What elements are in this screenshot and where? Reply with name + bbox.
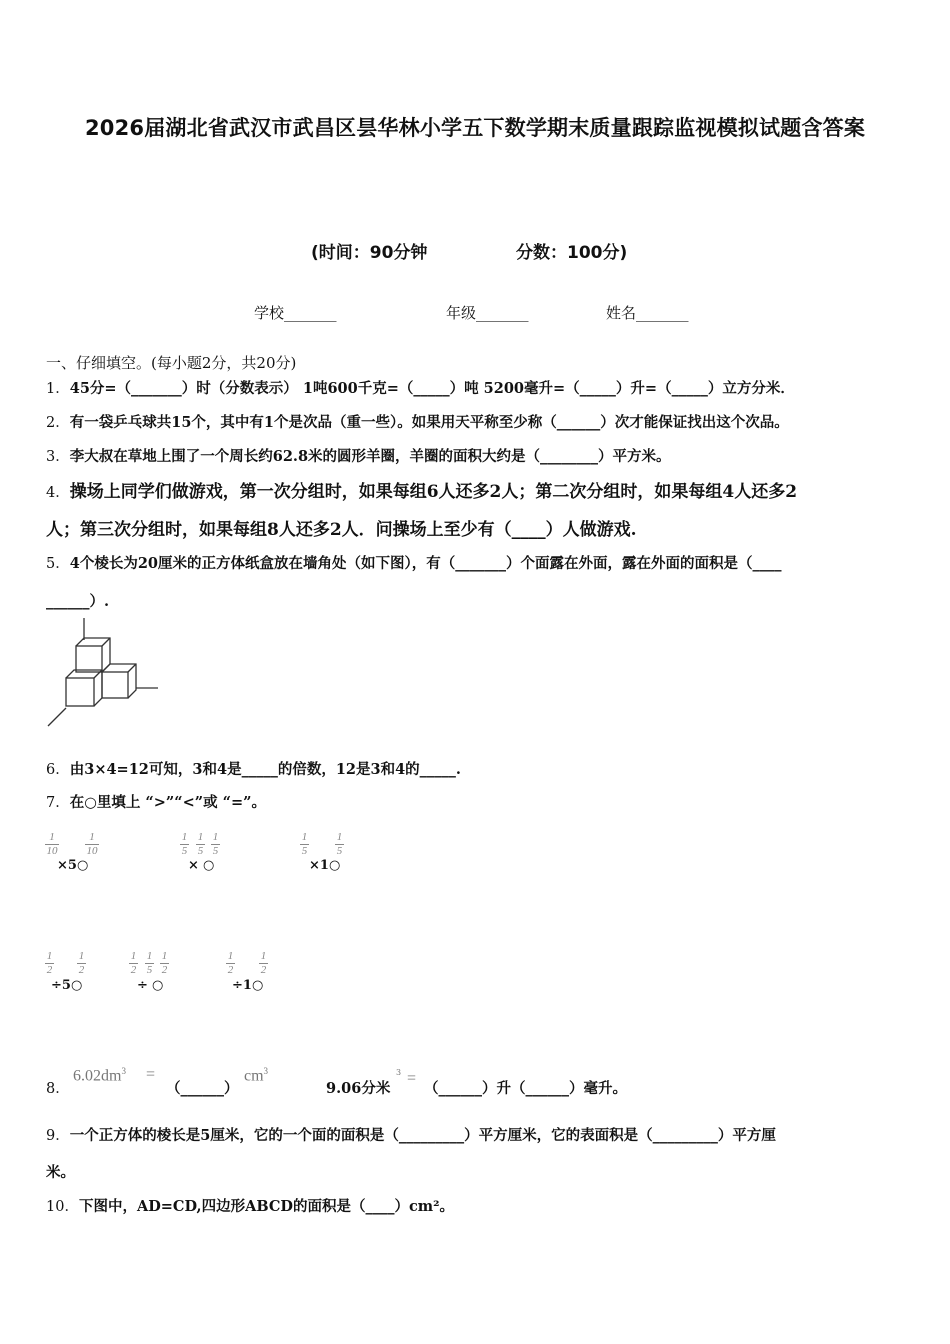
question-number: 1． xyxy=(46,381,70,397)
question-6 xyxy=(46,758,461,779)
fraction: 1 5 xyxy=(146,950,153,976)
grade-field[interactable]: 年级_______ xyxy=(446,304,529,322)
question-text: 李大叔在草地上围了一个周长约62.8米的圆形羊圈，羊圈的面积大约是（________）平方米。 xyxy=(69,448,671,465)
name-field[interactable]: 姓名_______ xyxy=(606,304,689,322)
fraction: 1 2 xyxy=(161,950,168,976)
cube-corner-figure xyxy=(44,616,164,728)
question-4-line-2: 人；第三次分组时，如果每组8人还多2人．问操场上至少有（____）人做游戏. xyxy=(46,520,637,540)
fraction: 1 2 xyxy=(130,950,137,976)
compare-circle[interactable]: ○ xyxy=(203,858,215,873)
equals-sign: = xyxy=(407,1070,417,1087)
operator: ÷ xyxy=(137,978,148,993)
cube xyxy=(102,664,136,698)
operator-circle[interactable]: ×5○ xyxy=(57,858,89,873)
page-title: 2026届湖北省武汉市武昌区昙华林小学五下数学期末质量跟踪监视模拟试题含答案 xyxy=(84,116,866,140)
section-heading: 一、仔细填空。(每小题2分，共20分) xyxy=(46,354,297,372)
question-number: 6． xyxy=(46,762,70,778)
answer-blank[interactable]: （______） xyxy=(166,1080,239,1097)
exponent: 3 xyxy=(396,1068,402,1077)
fraction: 1 10 xyxy=(86,831,98,857)
question-number: 7． xyxy=(46,795,70,811)
fraction: 1 5 xyxy=(212,831,219,857)
fraction: 1 5 xyxy=(301,831,308,857)
question-9-line-2: 米。 xyxy=(46,1164,75,1181)
question-number: 10． xyxy=(46,1199,79,1215)
question-number: 4． xyxy=(46,485,70,501)
unit-cm3: $cm^3$ xyxy=(244,1066,269,1085)
question-text: 下图中，AD=CD,四边形ABCD的面积是（____）cm²。 xyxy=(78,1198,454,1215)
question-text: 操场上同学们做游戏，第一次分组时，如果每组6人还多2人；第二次分组时，如果每组4人还多2 xyxy=(69,482,798,502)
question-5-line-2: ______）. xyxy=(46,593,110,610)
question-number: 3． xyxy=(46,449,70,465)
question-text: 在○里填上 “>”“<”或 “=”。 xyxy=(69,794,266,811)
question-text: 由3×4=12可知，3和4是_____的倍数，12是3和4的_____. xyxy=(69,761,461,778)
school-field[interactable]: 学校_______ xyxy=(254,304,337,322)
fraction: 1 10 xyxy=(46,831,58,857)
question-text: 有一袋乒乓球共15个，其中有1个是次品（重一些）。如果用天平称至少称（______）次才能保证找出这个次品。 xyxy=(69,414,789,431)
fraction: 1 2 xyxy=(260,950,267,976)
question-4 xyxy=(46,477,797,502)
question-number: 2． xyxy=(46,415,70,431)
fraction: 1 2 xyxy=(46,950,53,976)
operator-circle[interactable]: ×1○ xyxy=(309,858,341,873)
fraction: 1 5 xyxy=(336,831,343,857)
question-5 xyxy=(46,552,782,573)
question-8-blanks[interactable]: （______）升（______）毫升。 xyxy=(424,1080,627,1097)
question-3 xyxy=(46,445,671,466)
fraction: 1 2 xyxy=(227,950,234,976)
fraction: 1 2 xyxy=(78,950,85,976)
question-9 xyxy=(46,1124,776,1145)
volume-value: $6.02dm^3$ xyxy=(73,1066,126,1085)
question-10 xyxy=(46,1195,454,1216)
exam-time: (时间：90分钟 xyxy=(311,243,428,263)
question-7 xyxy=(46,791,266,812)
question-number: 9． xyxy=(46,1128,70,1144)
exam-score: 分数：100分) xyxy=(516,243,628,263)
question-number: 5． xyxy=(46,556,70,572)
equals-sign: = xyxy=(146,1066,156,1083)
cube xyxy=(76,638,110,672)
operator-circle[interactable]: ÷5○ xyxy=(51,978,83,993)
operator: × xyxy=(188,858,199,873)
question-text: 一个正方体的棱长是5厘米，它的一个面的面积是（_________）平方厘米，它的表面积是（_________）平方厘 xyxy=(69,1127,776,1144)
cube xyxy=(66,670,102,706)
question-1 xyxy=(46,377,795,398)
question-text: 45分=（_______）时（分数表示） 1吨600千克=（_____）吨 5200毫升=（_____）升=（_____）立方分米． xyxy=(69,380,795,397)
question-8-part-2: 9.06分米 xyxy=(326,1080,391,1097)
question-text: 4个棱长为20厘米的正方体纸盒放在墙角处（如下图），有（_______）个面露在外面，露在外面的面积是（____ xyxy=(69,555,782,572)
operator-circle[interactable]: ÷1○ xyxy=(232,978,264,993)
compare-circle[interactable]: ○ xyxy=(152,978,164,993)
question-2 xyxy=(46,411,789,432)
floor-edge-line xyxy=(48,708,66,726)
fraction: 1 5 xyxy=(181,831,188,857)
question-8-number: 8． xyxy=(46,1081,70,1097)
fraction: 1 5 xyxy=(197,831,204,857)
